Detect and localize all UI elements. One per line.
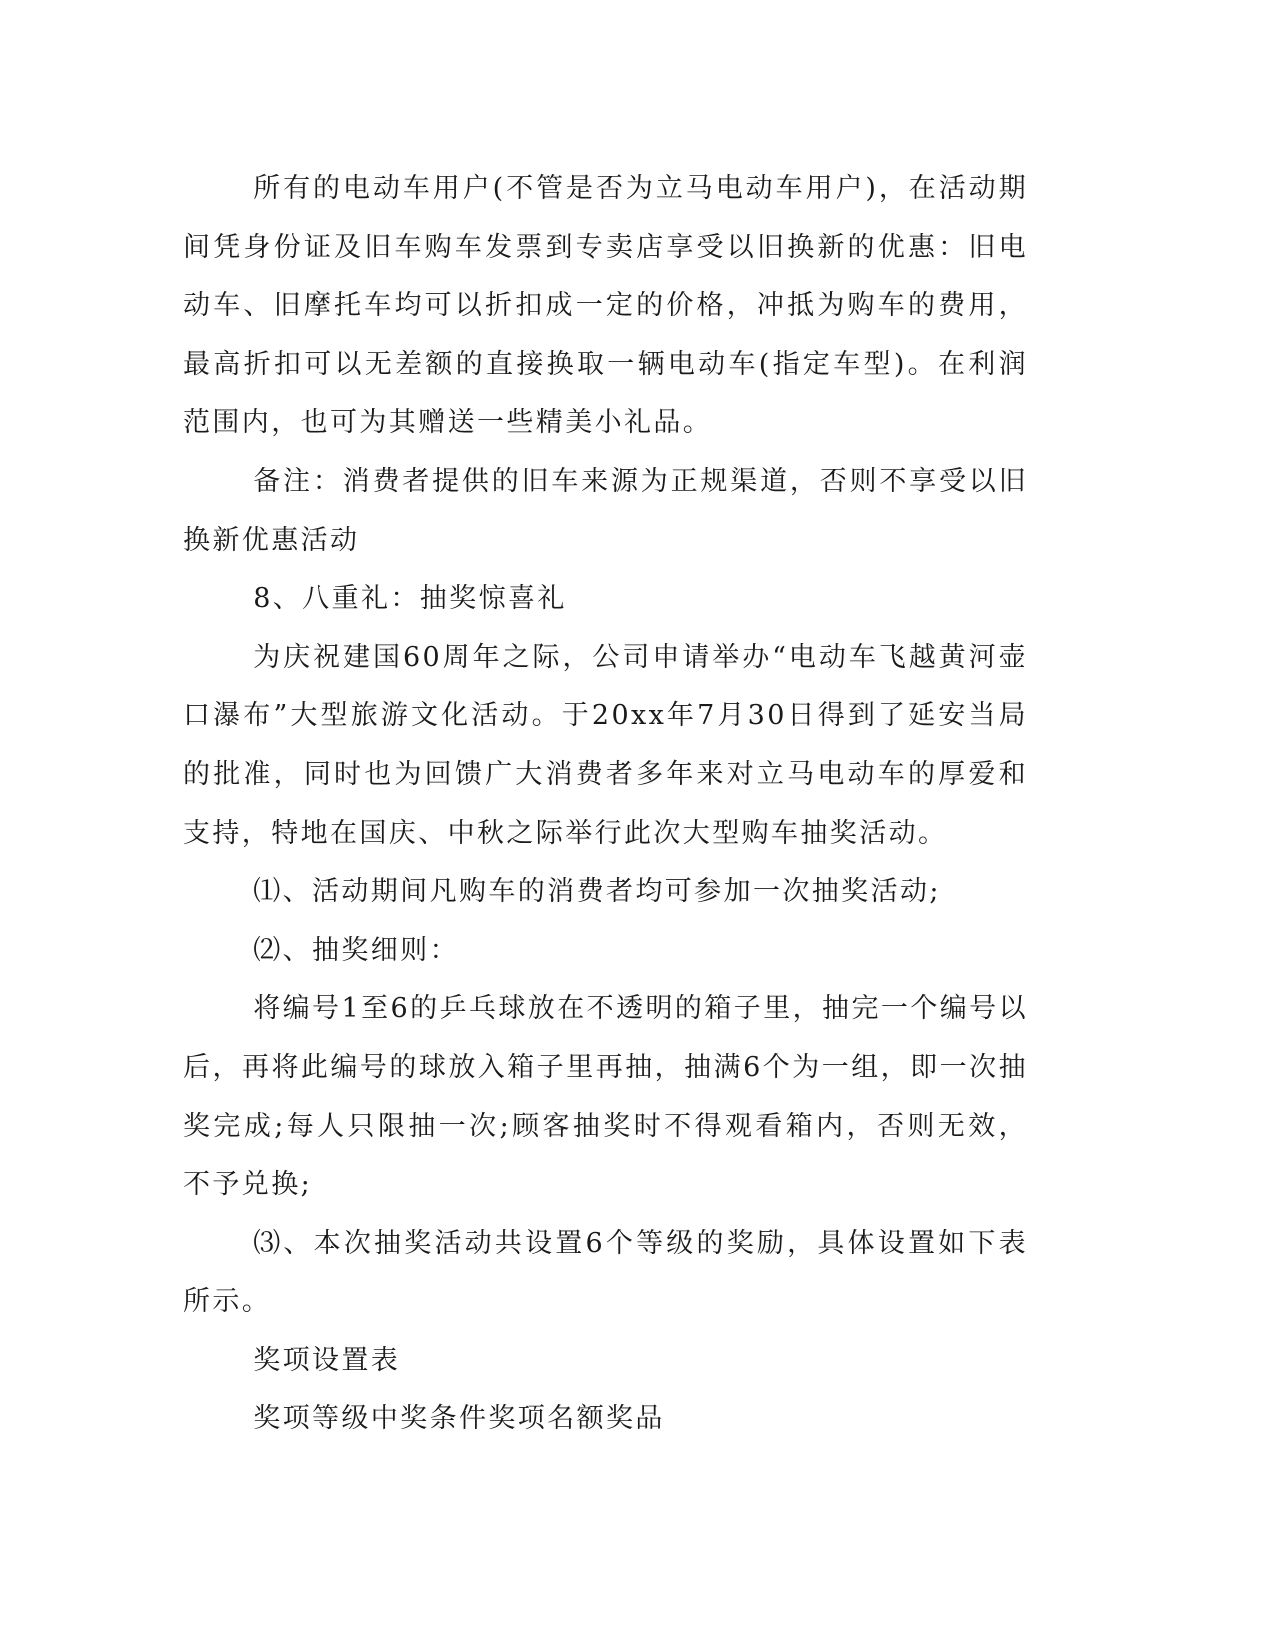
paragraph-lottery-intro: 为庆祝建国60周年之际，公司申请举办“电动车飞越黄河壶口瀑布”大型旅游文化活动。于20xx年7月30日得到了延安当局的批准，同时也为回馈广大消费者多年来对立马电动车的厚爱和支持，特地在国庆、中秋之际举行此次大型购车抽奖活动。 [183,641,1028,849]
list-item-1: ⑴、活动期间凡购车的消费者均可参加一次抽奖活动; [253,876,941,908]
paragraph-remark: 备注：消费者提供的旧车来源为正规渠道，否则不享受以旧换新优惠活动 [183,465,1028,556]
paragraph-lottery-rules: 将编号1至6的乒乓球放在不透明的箱子里，抽完一个编号以后，再将此编号的球放入箱子里再抽，抽满6个为一组，即一次抽奖完成;每人只限抽一次;顾客抽奖时不得观看箱内，否则无效，不予兑换; [183,993,1028,1201]
section-heading-lottery: 8、八重礼：抽奖惊喜礼 [253,583,567,615]
list-item-2: ⑵、抽奖细则： [253,934,459,966]
document-body [183,160,1028,1449]
list-item-3: ⑶、本次抽奖活动共设置6个等级的奖励，具体设置如下表所示。 [183,1227,1028,1318]
table-header-row: 奖项等级中奖条件奖项名额奖品 [253,1403,665,1435]
paragraph-trade-in-offer: 所有的电动车用户(不管是否为立马电动车用户)，在活动期间凭身份证及旧车购车发票到专卖店享受以旧换新的优惠：旧电动车、旧摩托车均可以折扣成一定的价格，冲抵为购车的费用，最高折扣可以无差额的直接换取一辆电动车(指定车型)。在利润范围内，也可为其赠送一些精美小礼品。 [183,173,1028,439]
table-title: 奖项设置表 [253,1344,401,1376]
